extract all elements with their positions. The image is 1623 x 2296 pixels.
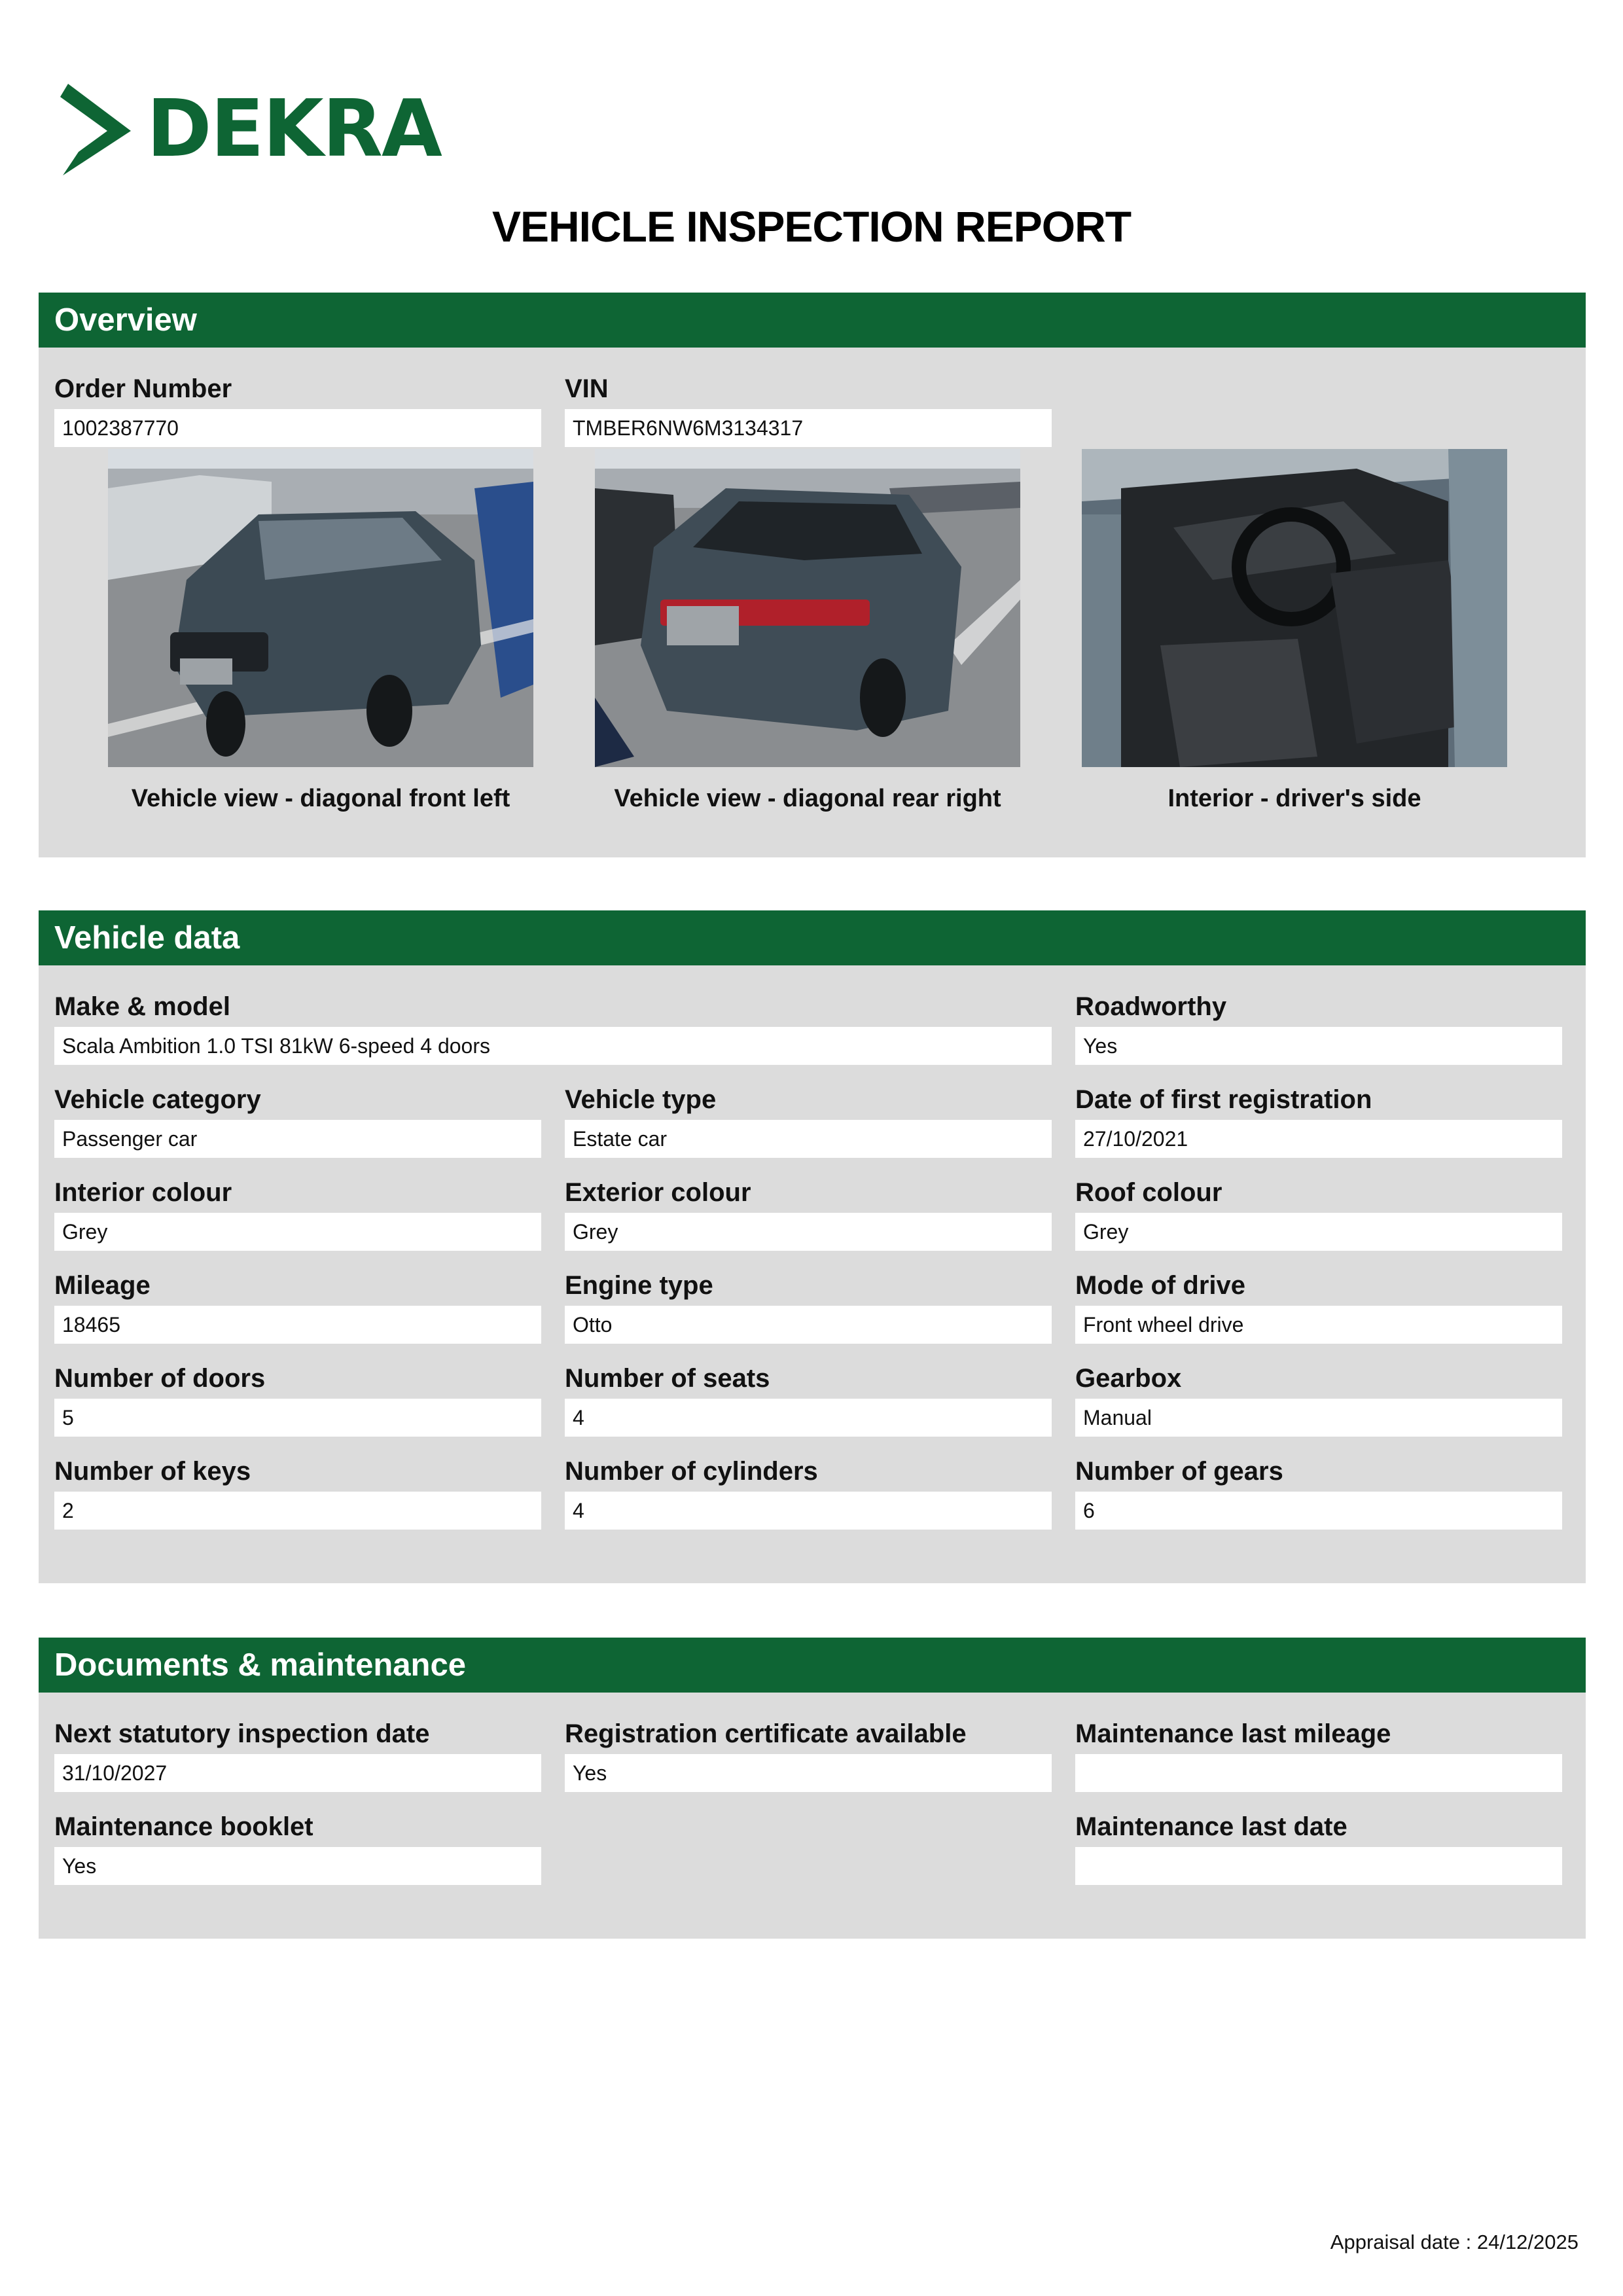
engine-type-field: [565, 1269, 1052, 1344]
roadworthy-label: Roadworthy: [1075, 992, 1227, 1021]
report-title: VEHICLE INSPECTION REPORT: [491, 202, 1132, 251]
photo-caption-rear-right: Vehicle view - diagonal rear right: [614, 785, 1001, 812]
exterior-colour-field: [565, 1176, 1052, 1251]
mileage-field: [54, 1269, 541, 1344]
number-of-doors-label: Number of doors: [54, 1364, 266, 1393]
maintenance-booklet-value: Yes: [54, 1847, 541, 1885]
photo-front-left[interactable]: [108, 449, 533, 767]
photo-interior-driver-side[interactable]: [1082, 449, 1507, 767]
photo-caption-interior: Interior - driver's side: [1168, 785, 1421, 812]
exterior-colour-value: Grey: [565, 1213, 1052, 1251]
brand-name: DEKRA: [147, 84, 441, 175]
roof-colour-value: Grey: [1075, 1213, 1562, 1251]
maintenance-booklet-label: Maintenance booklet: [54, 1812, 313, 1841]
first-registration-value: 27/10/2021: [1075, 1120, 1562, 1158]
gearbox-label: Gearbox: [1075, 1364, 1182, 1393]
number-of-cylinders-value: 4: [565, 1492, 1052, 1530]
vehicle-category-field: [54, 1083, 541, 1158]
vehicle-type-field: [565, 1083, 1052, 1158]
vehicle-data-heading: Vehicle data: [39, 910, 1586, 965]
vehicle-data-section: [39, 910, 1586, 1583]
exterior-colour-label: Exterior colour: [565, 1178, 751, 1207]
registration-certificate-field: [565, 1717, 1052, 1792]
registration-certificate-label: Registration certificate available: [565, 1719, 967, 1748]
photo-rear-right[interactable]: [595, 449, 1020, 767]
car-interior-image: [1082, 449, 1507, 767]
number-of-seats-label: Number of seats: [565, 1364, 770, 1393]
registration-certificate-value: Yes: [565, 1754, 1052, 1792]
number-of-cylinders-label: Number of cylinders: [565, 1457, 818, 1486]
overview-heading: Overview: [39, 293, 1586, 348]
dekra-d-icon: [60, 84, 134, 175]
number-of-keys-field: [54, 1455, 541, 1530]
number-of-gears-field: [1075, 1455, 1562, 1530]
gearbox-field: [1075, 1362, 1562, 1437]
vehicle-category-value: Passenger car: [54, 1120, 541, 1158]
make-model-value: Scala Ambition 1.0 TSI 81kW 6-speed 4 doors: [54, 1027, 1052, 1065]
interior-colour-label: Interior colour: [54, 1178, 232, 1207]
maintenance-last-mileage-label: Maintenance last mileage: [1075, 1719, 1391, 1748]
car-front-left-image: [108, 449, 533, 767]
roadworthy-value: Yes: [1075, 1027, 1562, 1065]
number-of-seats-field: [565, 1362, 1052, 1437]
order-number-field: [54, 372, 541, 447]
roof-colour-label: Roof colour: [1075, 1178, 1222, 1207]
next-inspection-label: Next statutory inspection date: [54, 1719, 430, 1748]
vin-field: [565, 372, 1052, 447]
interior-colour-field: [54, 1176, 541, 1251]
number-of-keys-value: 2: [54, 1492, 541, 1530]
number-of-doors-field: [54, 1362, 541, 1437]
vehicle-type-value: Estate car: [565, 1120, 1052, 1158]
vehicle-type-label: Vehicle type: [565, 1085, 717, 1114]
number-of-cylinders-field: [565, 1455, 1052, 1530]
car-rear-right-image: [595, 449, 1020, 767]
number-of-gears-value: 6: [1075, 1492, 1562, 1530]
vin-label: VIN: [565, 374, 609, 403]
documents-heading: Documents & maintenance: [39, 1638, 1586, 1693]
maintenance-last-mileage-value: [1075, 1754, 1562, 1792]
maintenance-last-date-label: Maintenance last date: [1075, 1812, 1347, 1841]
maintenance-booklet-field: [54, 1810, 541, 1885]
vin-value: TMBER6NW6M3134317: [565, 409, 1052, 447]
number-of-keys-label: Number of keys: [54, 1457, 251, 1486]
number-of-doors-value: 5: [54, 1399, 541, 1437]
mode-of-drive-value: Front wheel drive: [1075, 1306, 1562, 1344]
appraisal-date-label: Appraisal date :: [1330, 2231, 1472, 2253]
number-of-seats-value: 4: [565, 1399, 1052, 1437]
appraisal-date-value: 24/12/2025: [1476, 2231, 1578, 2253]
number-of-gears-label: Number of gears: [1075, 1457, 1283, 1486]
make-model-field: [54, 990, 1052, 1065]
gearbox-value: Manual: [1075, 1399, 1562, 1437]
order-number-value: 1002387770: [54, 409, 541, 447]
dekra-logo: [60, 84, 441, 175]
engine-type-label: Engine type: [565, 1271, 713, 1300]
overview-section: [39, 293, 1586, 857]
interior-colour-value: Grey: [54, 1213, 541, 1251]
documents-section: [39, 1638, 1586, 1939]
maintenance-last-date-value: [1075, 1847, 1562, 1885]
next-inspection-field: [54, 1717, 541, 1792]
make-model-label: Make & model: [54, 992, 230, 1021]
mode-of-drive-field: [1075, 1269, 1562, 1344]
maintenance-last-date-field: [1075, 1810, 1562, 1885]
mileage-value: 18465: [54, 1306, 541, 1344]
order-number-label: Order Number: [54, 374, 232, 403]
roadworthy-field: [1075, 990, 1562, 1065]
engine-type-value: Otto: [565, 1306, 1052, 1344]
next-inspection-value: 31/10/2027: [54, 1754, 541, 1792]
vehicle-category-label: Vehicle category: [54, 1085, 261, 1114]
photo-caption-front-left: Vehicle view - diagonal front left: [131, 785, 510, 812]
first-registration-label: Date of first registration: [1075, 1085, 1372, 1114]
roof-colour-field: [1075, 1176, 1562, 1251]
appraisal-date: [1330, 2231, 1578, 2254]
first-registration-field: [1075, 1083, 1562, 1158]
mode-of-drive-label: Mode of drive: [1075, 1271, 1246, 1300]
maintenance-last-mileage-field: [1075, 1717, 1562, 1792]
mileage-label: Mileage: [54, 1271, 151, 1300]
